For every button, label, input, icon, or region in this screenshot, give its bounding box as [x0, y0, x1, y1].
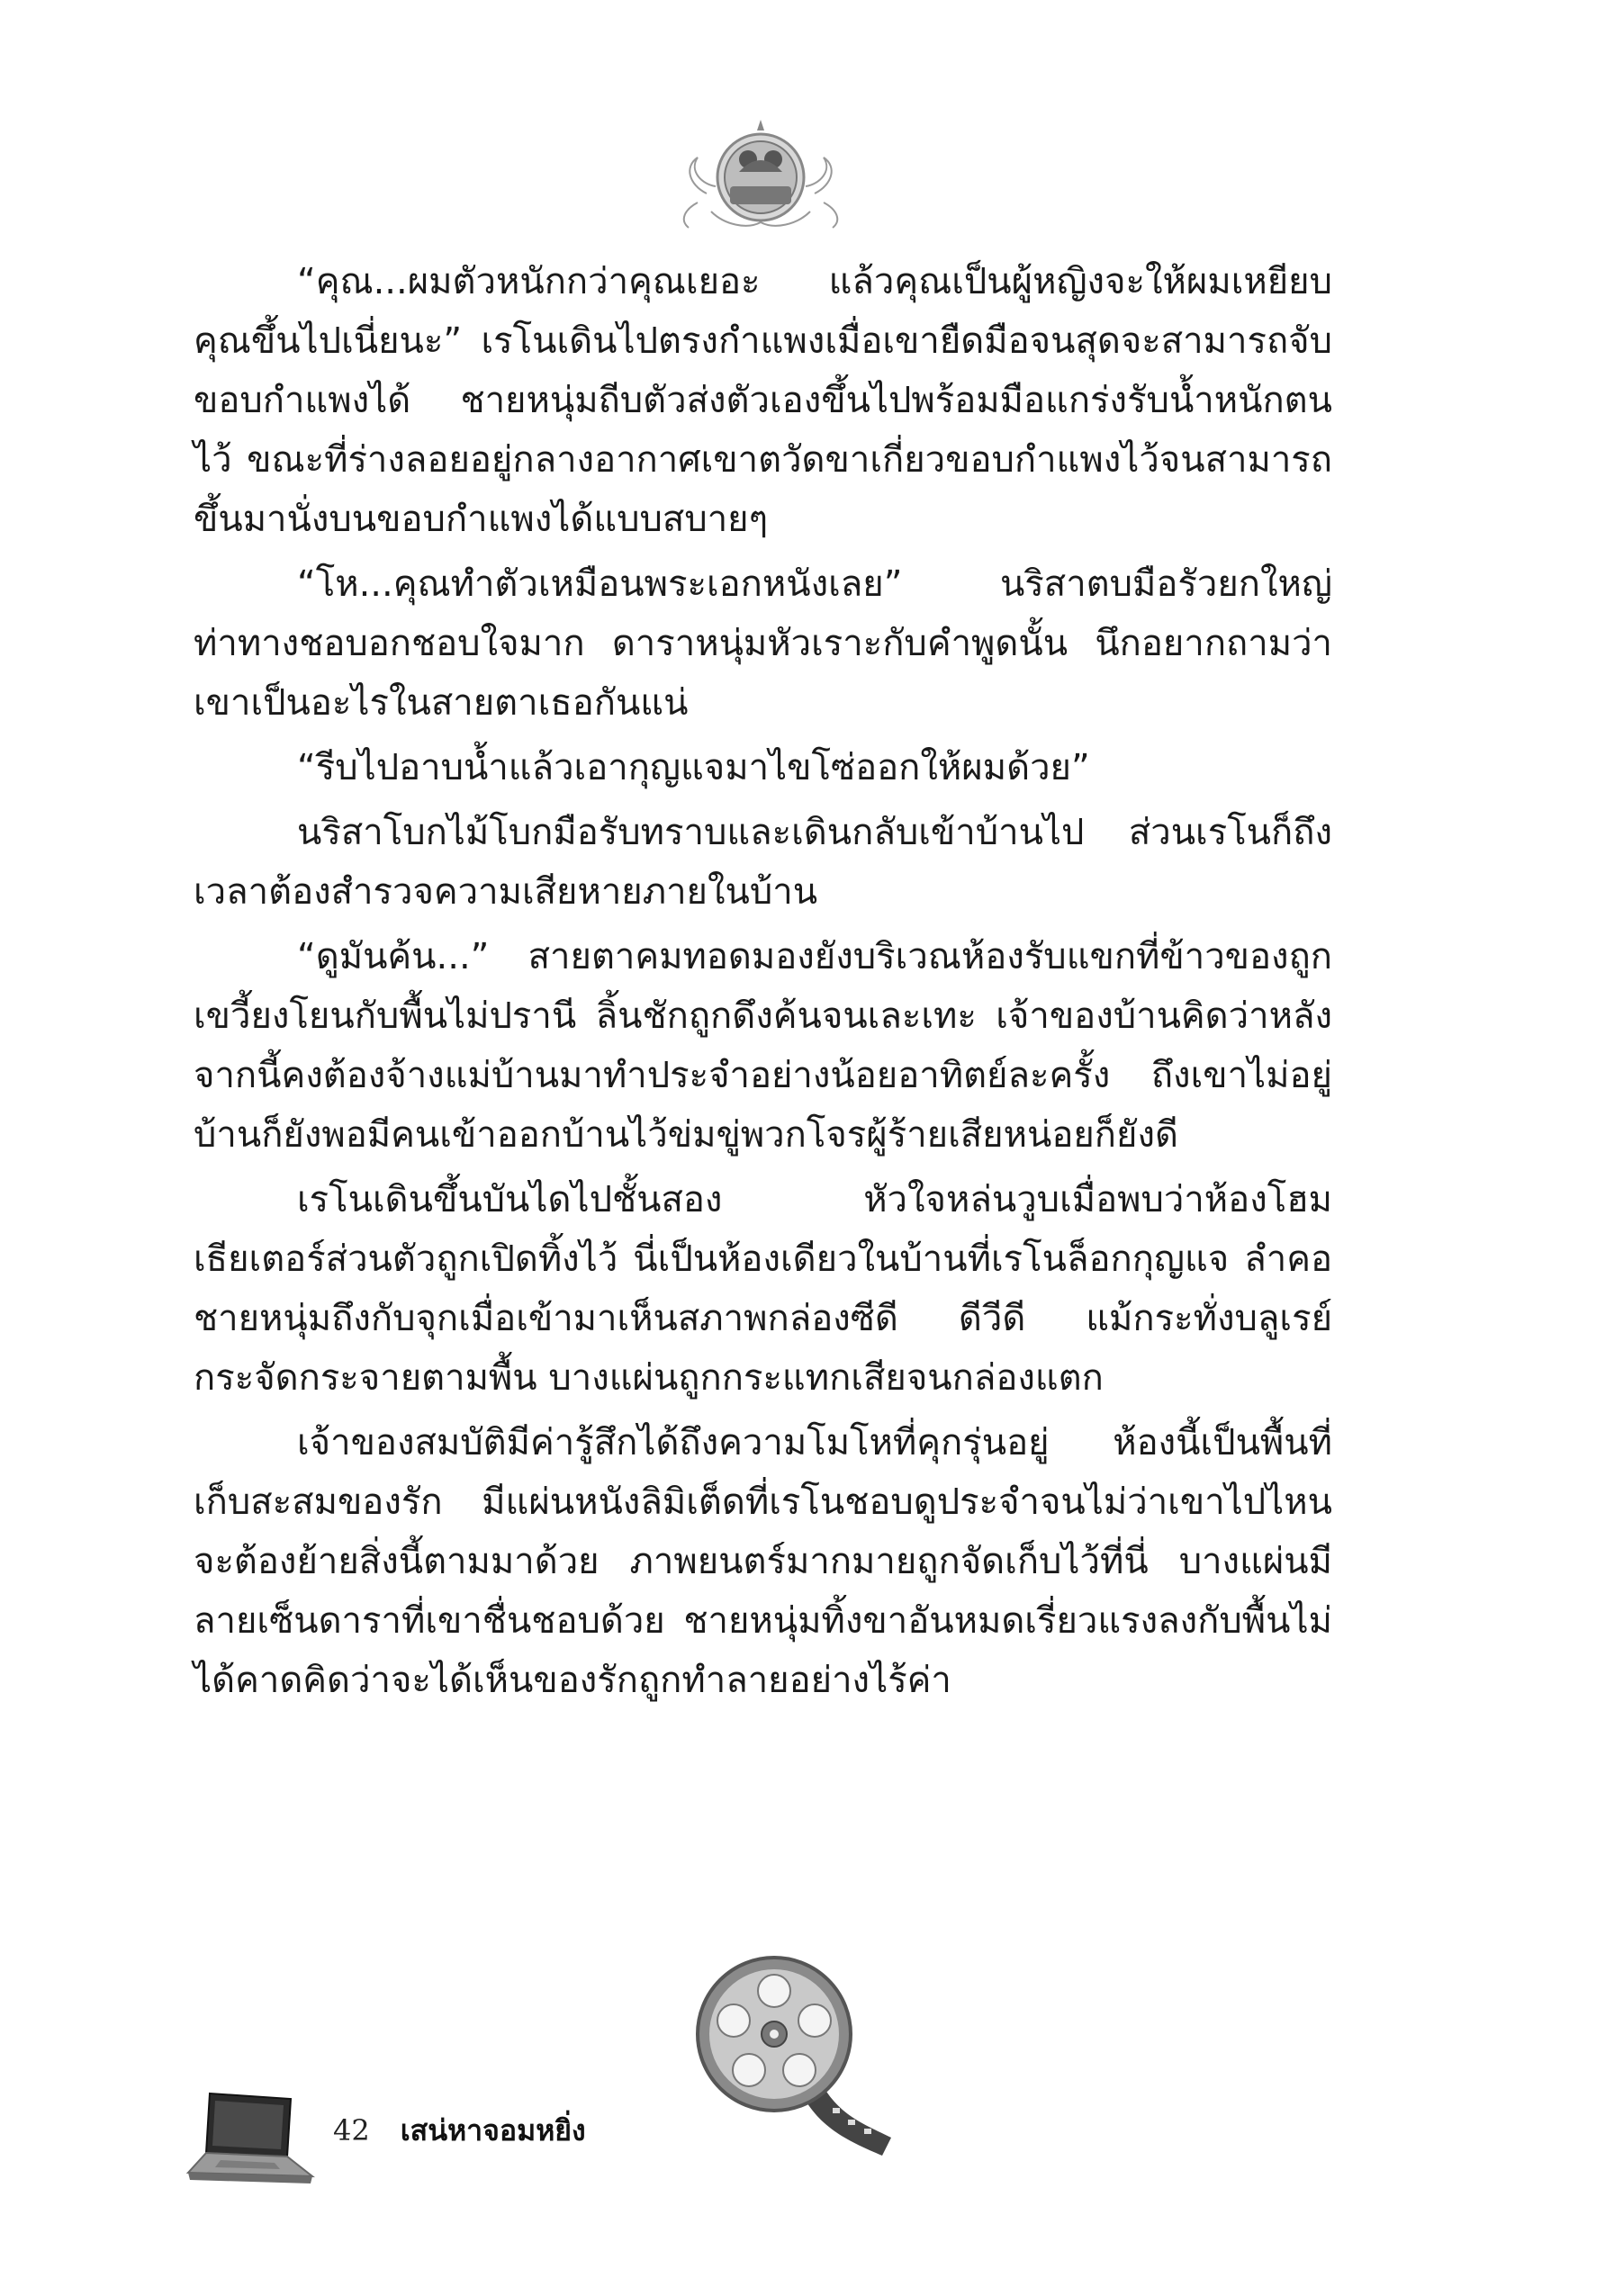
paragraph: “ดูมันค้น...” สายตาคมทอดมองยังบริเวณห้องรับแขกที่ข้าวของถูกเขวี้ยงโยนกับพื้นไม่ปรานี ลิ้นชักถูกดึงค้นจนเละเทะ เจ้าของบ้านคิดว่าหลังจากนี้คงต้องจ้างแม่บ้านมาทำประจำอย่างน้อยอาทิตย์ละครั้ง ถึงเขาไม่อยู่บ้านก็ยังพอมีคนเข้าออกบ้านไว้ข่มขู่พวกโจรผู้ร้ายเสียหน่อยก็ยังดี — [194, 936, 1332, 1156]
book-title: เสน่หาจอมหยิ่ง — [400, 2113, 586, 2147]
laptop-icon — [185, 2086, 315, 2194]
film-reel-icon — [684, 1944, 900, 2160]
paragraph: “รีบไปอาบน้ำแล้วเอากุญแจมาไขโซ่ออกให้ผมด้วย” — [297, 747, 1090, 788]
page-footer — [333, 2108, 586, 2154]
chapter-body — [194, 252, 1332, 1715]
paragraph: นริสาโบกไม้โบกมือรับทราบและเดินกลับเข้าบ้านไป ส่วนเรโนก็ถึงเวลาต้องสำรวจความเสียหายภายในบ้าน — [194, 812, 1332, 913]
page-number: 42 — [333, 2113, 370, 2147]
paragraph: “คุณ...ผมตัวหนักกว่าคุณเยอะ แล้วคุณเป็นผู้หญิงจะให้ผมเหยียบคุณขึ้นไปเนี่ยนะ” เรโนเดินไปตรงกำแพงเมื่อเขายืดมือจนสุดจะสามารถจับขอบกำแพงได้ ชายหนุ่มถีบตัวส่งตัวเองขึ้นไปพร้อมมือแกร่งรับน้ำหนักตนไว้ ขณะที่ร่างลอยอยู่กลางอากาศเขาตวัดขาเกี่ยวขอบกำแพงไว้จนสามารถขึ้นมานั่งบนขอบกำแพงได้แบบสบายๆ — [194, 261, 1332, 540]
ornamental-emblem-icon — [671, 104, 851, 239]
paragraph: “โห...คุณทำตัวเหมือนพระเอกหนังเลย” นริสาตบมือรัวยกใหญ่ท่าทางชอบอกชอบใจมาก ดาราหนุ่มหัวเราะกับคำพูดนั้น นึกอยากถามว่าเขาเป็นอะไรในสายตาเธอกันแน่ — [194, 563, 1332, 724]
paragraph: เจ้าของสมบัติมีค่ารู้สึกได้ถึงความโมโหที่คุกรุ่นอยู่ ห้องนี้เป็นพื้นที่เก็บสะสมของรัก มีแผ่นหนังลิมิเต็ดที่เรโนชอบดูประจำจนไม่ว่าเขาไปไหนจะต้องย้ายสิ่งนี้ตามมาด้วย ภาพยนตร์มากมายถูกจัดเก็บไว้ที่นี่ บางแผ่นมีลายเซ็นดาราที่เขาชื่นชอบด้วย ชายหนุ่มทิ้งขาอันหมดเรี่ยวแรงลงกับพื้นไม่ได้คาดคิดว่าจะได้เห็นของรักถูกทำลายอย่างไร้ค่า — [194, 1422, 1332, 1701]
paragraph: เรโนเดินขึ้นบันไดไปชั้นสอง หัวใจหล่นวูบเมื่อพบว่าห้องโฮมเธียเตอร์ส่วนตัวถูกเปิดทิ้งไว้ นี่เป็นห้องเดียวในบ้านที่เรโนล็อกกุญแจ ลำคอชายหนุ่มถึงกับจุกเมื่อเข้ามาเห็นสภาพกล่องซีดี ดีวีดี แม้กระทั่งบลูเรย์กระจัดกระจายตามพื้น บางแผ่นถูกกระแทกเสียจนกล่องแตก — [194, 1179, 1332, 1399]
